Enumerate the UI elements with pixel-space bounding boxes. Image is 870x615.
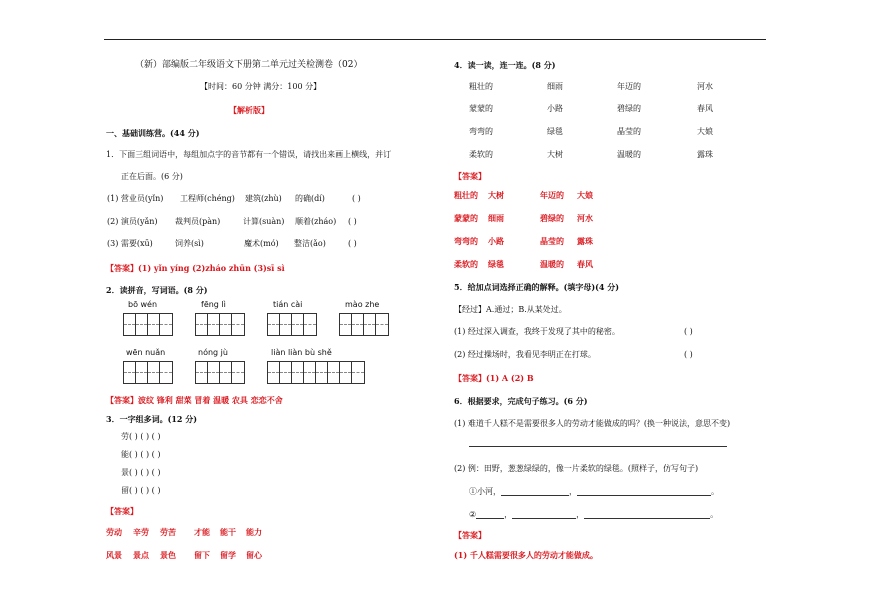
q3-answer: 风景 xyxy=(106,550,122,560)
answer-blank[interactable] xyxy=(584,510,710,519)
writing-grid[interactable] xyxy=(195,313,245,336)
q4-word[interactable]: 绿毯 xyxy=(547,127,563,136)
q4-word[interactable]: 蒙蒙的 xyxy=(469,104,493,113)
writing-grid[interactable] xyxy=(267,361,365,384)
q4-answer: 绿毯 xyxy=(488,259,504,269)
q6-answer: (1) 千人糕需要很多人的劳动才能做成。 xyxy=(454,550,598,560)
time-info: 【时间：60 分钟 满分：100 分】 xyxy=(200,82,322,91)
q3-answer: 才能 xyxy=(194,527,210,537)
answer-blank[interactable] xyxy=(476,510,504,519)
q4-word[interactable]: 温暖的 xyxy=(617,150,641,159)
q6-title: 6．根据要求，完成句子练习。(6 分) xyxy=(454,396,588,406)
q3-answer-label: 【答案】 xyxy=(106,506,138,516)
q3-answer: 留心 xyxy=(246,550,262,560)
q3-answer: 能力 xyxy=(246,527,262,537)
q5-answer-blank[interactable]: ( ) xyxy=(684,327,693,336)
q1-word: 计算(suàn) xyxy=(243,217,285,226)
q4-word[interactable]: 露珠 xyxy=(697,150,713,159)
q2-pinyin: nóng jù xyxy=(198,348,228,357)
q2-pinyin: liàn liàn bù shě xyxy=(271,348,332,357)
q3-row xyxy=(121,487,160,495)
answer-blank[interactable] xyxy=(501,487,569,496)
q1-answer-blank[interactable]: ( ) xyxy=(348,239,357,248)
q4-answer: 粗壮的 xyxy=(454,190,478,200)
q3-blanks[interactable]: ) ( ) ( ) xyxy=(132,450,161,459)
writing-grid[interactable] xyxy=(123,313,173,336)
writing-grid[interactable] xyxy=(123,361,173,384)
q4-word[interactable]: 弯弯的 xyxy=(469,127,493,136)
q6-sub-label: ② xyxy=(469,510,477,519)
q1-answer-blank[interactable]: ( ) xyxy=(352,194,361,203)
q4-word[interactable]: 春风 xyxy=(697,104,713,113)
q3-char: 能( xyxy=(121,450,133,459)
q3-char: 景( xyxy=(121,468,133,477)
q3-char: 留( xyxy=(121,486,133,495)
q3-answer: 劳苦 xyxy=(160,527,176,537)
q4-title: 4．读一读，连一连。(8 分) xyxy=(454,60,556,70)
q1-word: 顺着(zháo) xyxy=(295,217,337,226)
q3-row xyxy=(121,469,160,477)
q2-pinyin: bō wén xyxy=(128,300,158,309)
q5-item: (1) 经过深入调查，我终于发现了其中的秘密。 xyxy=(454,327,620,336)
writing-grid[interactable] xyxy=(195,361,245,384)
q6-sub-label: ①小河， xyxy=(469,487,501,496)
q4-word[interactable]: 细雨 xyxy=(547,82,563,91)
q1-word: 魔术(mó) xyxy=(244,239,279,248)
section-heading: 一、基础训练营。(44 分) xyxy=(106,128,200,138)
q3-answer: 能干 xyxy=(220,527,236,537)
q5-definition: 【经过】A.通过；B.从某处过。 xyxy=(454,305,567,314)
q4-answer-label: 【答案】 xyxy=(454,171,486,181)
answer-blank[interactable] xyxy=(512,510,576,519)
q4-word[interactable]: 年迈的 xyxy=(617,82,641,91)
q6-prompt-2: (2) 例：田野，葱葱绿绿的，像一片柔软的绿毯。(照样子，仿写句子) xyxy=(454,464,699,473)
q1-prompt: 1．下面三组词语中，每组加点字的音节都有一个错误，请找出来画上横线，并订 xyxy=(106,150,392,159)
q1-word: (3) 需要(xū) xyxy=(107,239,153,248)
q3-blanks[interactable]: ) ( ) ( ) xyxy=(132,432,161,441)
q1-word: (2) 演员(yǎn) xyxy=(107,217,158,226)
q4-answer: 柔软的 xyxy=(454,259,478,269)
q4-answer: 河水 xyxy=(577,213,593,223)
q3-blanks[interactable]: ) ( ) ( ) xyxy=(132,486,161,495)
answer-blank[interactable] xyxy=(577,487,711,496)
q4-answer: 露珠 xyxy=(577,236,593,246)
q1-word: 饲养(sì) xyxy=(175,239,204,248)
q3-answer: 景色 xyxy=(160,550,176,560)
q1-word: 工程师(chéng) xyxy=(180,194,235,203)
q6-prompt-1: (1) 难道千人糕不是需要很多人的劳动才能做成的吗？(换一种说法，意思不变) xyxy=(454,419,731,428)
exam-title: （新）部编版二年级语文下册第二单元过关检测卷（02） xyxy=(135,60,363,70)
q4-word[interactable]: 小路 xyxy=(547,104,563,113)
q4-answer: 温暖的 xyxy=(540,259,564,269)
q4-word[interactable]: 晶莹的 xyxy=(617,127,641,136)
q5-answer: 【答案】(1) A (2) B xyxy=(454,373,534,383)
q4-answer: 大娘 xyxy=(577,190,593,200)
q4-answer: 晶莹的 xyxy=(540,236,564,246)
q4-word[interactable]: 大娘 xyxy=(697,127,713,136)
q1-prompt-cont: 正在后面。(6 分) xyxy=(121,172,183,181)
q4-answer: 细雨 xyxy=(488,213,504,223)
q2-pinyin: wēn nuǎn xyxy=(126,348,166,357)
q3-row xyxy=(121,433,160,441)
q4-word[interactable]: 粗壮的 xyxy=(469,82,493,91)
q3-row xyxy=(121,451,160,459)
q5-answer-blank[interactable]: ( ) xyxy=(684,350,693,359)
q5-title: 5．给加点词选择正确的解释。(填字母)(4 分) xyxy=(454,282,620,292)
q4-answer: 碧绿的 xyxy=(540,213,564,223)
q4-answer: 弯弯的 xyxy=(454,236,478,246)
q1-word: 整洁(ǎo) xyxy=(294,239,326,248)
q1-word: 裁判员(pàn) xyxy=(175,217,221,226)
q1-word: (1) 营业员(yǐn) xyxy=(107,194,164,203)
q2-pinyin: tián cài xyxy=(273,300,303,309)
q3-answer: 辛劳 xyxy=(133,527,149,537)
answer-line[interactable] xyxy=(469,446,727,447)
q5-item: (2) 经过操场时，我看见李明正在打球。 xyxy=(454,350,596,359)
q4-answer: 春风 xyxy=(577,259,593,269)
q4-answer: 小路 xyxy=(488,236,504,246)
q4-word[interactable]: 柔软的 xyxy=(469,150,493,159)
q6-sub-2: ② ， ， 。 xyxy=(469,510,719,519)
q1-answer: 【答案】(1) yǐn yíng (2)zháo zhūn (3)sī sì xyxy=(106,263,285,273)
q2-answer: 【答案】波纹 锋利 甜菜 冒着 温暖 农具 恋恋不舍 xyxy=(106,395,283,405)
q3-answer: 留下 xyxy=(194,550,210,560)
header-rule xyxy=(104,39,766,40)
writing-grid[interactable] xyxy=(339,313,389,336)
q2-pinyin: fēng lì xyxy=(201,300,226,309)
q3-title: 3．一字组多词。(12 分) xyxy=(106,414,198,424)
q4-word[interactable]: 大树 xyxy=(547,150,563,159)
q6-sub-1: ①小河， ， 。 xyxy=(469,487,719,496)
q4-answer: 蒙蒙的 xyxy=(454,213,478,223)
q1-word: 的确(dí) xyxy=(295,194,325,203)
q3-answer: 留学 xyxy=(220,550,236,560)
writing-grid[interactable] xyxy=(267,313,317,336)
q4-word[interactable]: 河水 xyxy=(697,82,713,91)
q6-answer-label: 【答案】 xyxy=(454,530,486,540)
q2-title: 2．读拼音，写词语。(8 分) xyxy=(106,285,208,295)
q3-char: 劳( xyxy=(121,432,133,441)
q1-answer-blank[interactable]: ( ) xyxy=(348,217,357,226)
q3-blanks[interactable]: ) ( ) ( ) xyxy=(132,468,161,477)
q2-pinyin: mào zhe xyxy=(345,300,380,309)
q4-word[interactable]: 碧绿的 xyxy=(617,104,641,113)
analysis-tag: 【解析版】 xyxy=(229,105,269,115)
q3-answer: 景点 xyxy=(133,550,149,560)
q3-answer: 劳动 xyxy=(106,527,122,537)
q1-word: 建筑(zhù) xyxy=(245,194,282,203)
q4-answer: 大树 xyxy=(488,190,504,200)
q4-answer: 年迈的 xyxy=(540,190,564,200)
